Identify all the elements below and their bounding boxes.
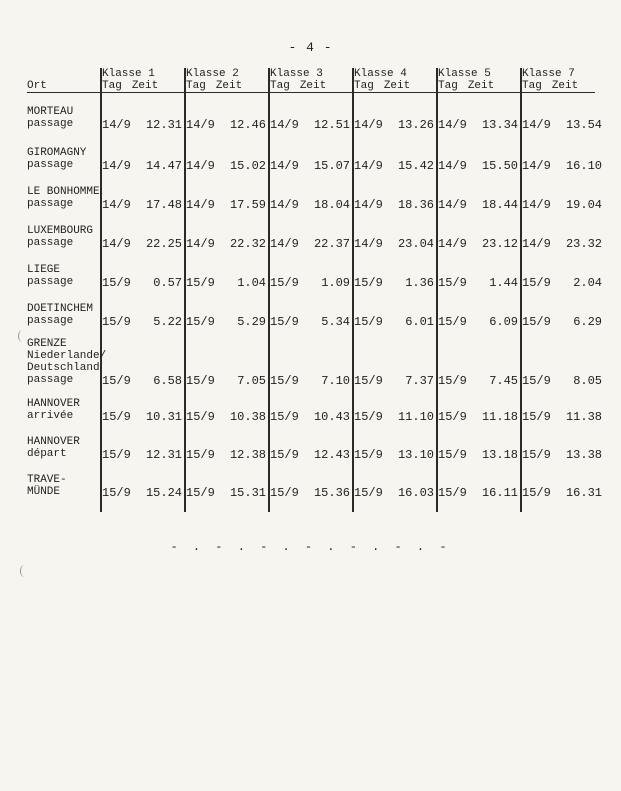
place-line: HANNOVER [27,436,80,448]
zeit-value: 16.10 [565,159,602,173]
class-column-header [270,68,326,92]
tag-value: 14/9 [438,159,467,173]
margin-mark [20,565,28,577]
tag-value: 15/9 [522,374,551,388]
tag-value: 15/9 [522,486,551,500]
zeit-value: 15.07 [313,159,350,173]
tag-value: 14/9 [102,118,131,132]
tag-value: 14/9 [102,159,131,173]
column-divider [352,68,354,512]
place-line: passage [27,198,74,210]
place-name [27,225,93,249]
place-name [27,186,100,210]
zeit-value: 0.57 [153,276,182,290]
zeit-value: 7.37 [405,374,434,388]
tag-value: 15/9 [270,486,299,500]
tag-label: Tag [270,80,290,92]
place-line: départ [27,448,67,460]
tag-value: 15/9 [438,374,467,388]
class-name: Klasse 1 [102,68,155,80]
zeit-value: 16.03 [397,486,434,500]
zeit-value: 12.46 [229,118,266,132]
tag-value: 15/9 [438,276,467,290]
zeit-value: 10.31 [145,410,182,424]
tag-value: 14/9 [522,118,551,132]
zeit-value: 15.50 [481,159,518,173]
place-line: passage [27,237,74,249]
place-line: passage [27,374,74,386]
column-divider [520,68,522,512]
place-line: Deutschland [27,362,100,374]
place-line: passage [27,118,74,130]
tag-value: 15/9 [522,410,551,424]
zeit-value: 15.36 [313,486,350,500]
tag-value: 15/9 [354,315,383,329]
tag-zeit-subheader [438,80,494,92]
tag-value: 15/9 [522,315,551,329]
zeit-value: 15.42 [397,159,434,173]
tag-value: 15/9 [186,448,215,462]
tag-zeit-subheader [186,80,242,92]
tag-value: 15/9 [186,486,215,500]
tag-value: 15/9 [102,486,131,500]
zeit-value: 13.18 [481,448,518,462]
place-name [27,474,67,498]
tag-value: 14/9 [186,198,215,212]
zeit-value: 7.05 [237,374,266,388]
column-divider [100,68,102,512]
class-column-header [522,68,578,92]
tag-value: 15/9 [270,448,299,462]
table-header [27,68,595,94]
tag-label: Tag [102,80,122,92]
class-name: Klasse 4 [354,68,407,80]
place-line: TRAVE- [27,474,67,486]
zeit-value: 17.48 [145,198,182,212]
place-line: passage [27,315,74,327]
tag-value: 15/9 [354,448,383,462]
tag-value: 14/9 [186,159,215,173]
place-line: LIEGE [27,264,61,276]
zeit-value: 12.51 [313,118,350,132]
zeit-value: 12.31 [145,448,182,462]
tag-value: 15/9 [186,410,215,424]
tag-value: 14/9 [102,198,131,212]
tag-value: 15/9 [354,486,383,500]
tag-value: 15/9 [522,276,551,290]
tag-value: 15/9 [102,410,131,424]
zeit-value: 16.31 [565,486,602,500]
zeit-value: 5.22 [153,315,182,329]
tag-value: 15/9 [102,374,131,388]
zeit-value: 22.37 [313,237,350,251]
tag-value: 14/9 [354,198,383,212]
tag-value: 14/9 [354,237,383,251]
zeit-value: 18.04 [313,198,350,212]
tag-value: 15/9 [438,410,467,424]
class-column-header [102,68,158,92]
tag-value: 14/9 [522,237,551,251]
zeit-value: 17.59 [229,198,266,212]
tag-value: 15/9 [438,448,467,462]
tag-zeit-subheader [354,80,410,92]
class-name: Klasse 3 [270,68,323,80]
zeit-value: 10.43 [313,410,350,424]
place-name [27,264,73,288]
zeit-value: 22.25 [145,237,182,251]
tag-value: 15/9 [438,486,467,500]
zeit-value: 14.47 [145,159,182,173]
tag-value: 14/9 [438,118,467,132]
zeit-value: 1.09 [321,276,350,290]
tag-value: 15/9 [102,276,131,290]
zeit-value: 11.38 [565,410,602,424]
place-name [27,338,106,386]
tag-value: 15/9 [438,315,467,329]
zeit-value: 19.04 [565,198,602,212]
column-divider [436,68,438,512]
zeit-value: 22.32 [229,237,266,251]
margin-mark [18,330,26,342]
tag-zeit-subheader [102,80,158,92]
zeit-value: 13.54 [565,118,602,132]
zeit-value: 1.04 [237,276,266,290]
zeit-label: Zeit [383,80,411,92]
place-line: arrivée [27,410,74,422]
zeit-value: 10.38 [229,410,266,424]
tag-value: 15/9 [270,410,299,424]
tag-value: 14/9 [438,237,467,251]
place-line: GRENZE [27,338,67,350]
zeit-value: 15.24 [145,486,182,500]
tag-value: 15/9 [522,448,551,462]
zeit-value: 15.02 [229,159,266,173]
zeit-value: 7.10 [321,374,350,388]
zeit-value: 6.58 [153,374,182,388]
class-name: Klasse 5 [438,68,491,80]
place-name [27,106,73,130]
zeit-label: Zeit [215,80,243,92]
zeit-value: 13.10 [397,448,434,462]
class-name: Klasse 2 [186,68,239,80]
tag-value: 14/9 [102,237,131,251]
place-line: MÜNDE [27,486,61,498]
zeit-value: 12.38 [229,448,266,462]
zeit-value: 15.31 [229,486,266,500]
zeit-value: 13.34 [481,118,518,132]
zeit-value: 2.04 [573,276,602,290]
tag-value: 15/9 [354,374,383,388]
place-name [27,147,86,171]
tag-value: 14/9 [270,237,299,251]
tag-value: 14/9 [270,198,299,212]
zeit-value: 16.11 [481,486,518,500]
tag-value: 15/9 [270,276,299,290]
zeit-value: 1.44 [489,276,518,290]
zeit-label: Zeit [299,80,327,92]
end-marker: - . - . - . - . - . - . - [170,540,451,554]
tag-label: Tag [438,80,458,92]
zeit-value: 23.04 [397,237,434,251]
tag-value: 15/9 [354,410,383,424]
class-name: Klasse 7 [522,68,575,80]
zeit-value: 23.12 [481,237,518,251]
tag-value: 14/9 [270,159,299,173]
place-line: DOETINCHEM [27,303,94,315]
place-name [27,436,80,460]
class-column-header [438,68,494,92]
tag-value: 15/9 [354,276,383,290]
zeit-value: 6.09 [489,315,518,329]
tag-value: 14/9 [522,198,551,212]
tag-value: 15/9 [186,276,215,290]
place-name [27,398,80,422]
tag-value: 15/9 [270,374,299,388]
timetable [27,68,602,500]
zeit-value: 18.36 [397,198,434,212]
zeit-value: 6.01 [405,315,434,329]
zeit-value: 1.36 [405,276,434,290]
tag-value: 14/9 [186,237,215,251]
tag-value: 15/9 [102,315,131,329]
zeit-value: 11.10 [397,410,434,424]
tag-value: 14/9 [186,118,215,132]
zeit-value: 6.29 [573,315,602,329]
place-line: Niederlande/ [27,350,107,362]
tag-value: 14/9 [522,159,551,173]
zeit-label: Zeit [551,80,579,92]
ort-column-header: Ort [27,80,47,92]
zeit-value: 12.31 [145,118,182,132]
place-line: LUXEMBOURG [27,225,94,237]
place-line: HANNOVER [27,398,80,410]
tag-value: 15/9 [186,374,215,388]
place-line: LE BONHOMME [27,186,100,198]
tag-label: Tag [354,80,374,92]
zeit-value: 23.32 [565,237,602,251]
tag-value: 14/9 [354,118,383,132]
tag-zeit-subheader [270,80,326,92]
zeit-value: 7.45 [489,374,518,388]
column-divider [184,68,186,512]
class-column-header [186,68,242,92]
tag-value: 14/9 [438,198,467,212]
tag-zeit-subheader [522,80,578,92]
column-divider [268,68,270,512]
class-column-header [354,68,410,92]
header-rule [27,92,595,93]
place-line: GIROMAGNY [27,147,87,159]
tag-value: 14/9 [270,118,299,132]
tag-value: 14/9 [354,159,383,173]
place-name [27,303,93,327]
tag-label: Tag [186,80,206,92]
place-line: MORTEAU [27,106,74,118]
place-line: passage [27,159,74,171]
zeit-label: Zeit [131,80,159,92]
place-line: passage [27,276,74,288]
zeit-value: 13.38 [565,448,602,462]
tag-value: 15/9 [270,315,299,329]
page-number: - 4 - [288,40,333,55]
zeit-label: Zeit [467,80,495,92]
zeit-value: 8.05 [573,374,602,388]
zeit-value: 5.34 [321,315,350,329]
tag-value: 15/9 [102,448,131,462]
tag-label: Tag [522,80,542,92]
zeit-value: 12.43 [313,448,350,462]
zeit-value: 5.29 [237,315,266,329]
zeit-value: 11.18 [481,410,518,424]
tag-value: 15/9 [186,315,215,329]
zeit-value: 18.44 [481,198,518,212]
zeit-value: 13.26 [397,118,434,132]
